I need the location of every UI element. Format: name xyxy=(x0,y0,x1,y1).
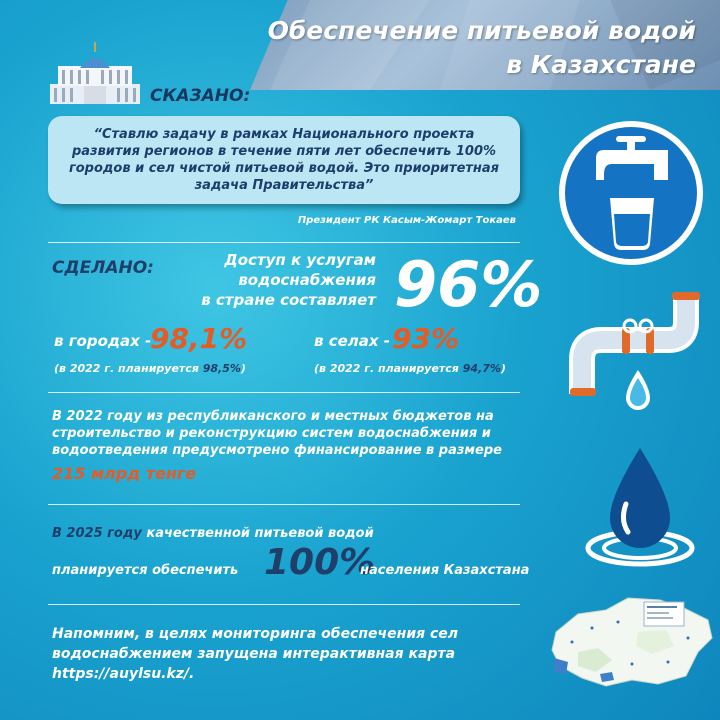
plan-year: В 2025 году xyxy=(52,526,142,541)
access-line1: Доступ к услугам xyxy=(224,251,376,269)
cities-note-value: 98,5% xyxy=(202,362,241,375)
plan-part1: качественной питьевой водой xyxy=(146,526,374,541)
cities-note-suffix: ) xyxy=(240,362,246,375)
faucet-glass-icon xyxy=(556,118,706,268)
access-line2: водоснабжения xyxy=(238,271,376,289)
access-value: 96% xyxy=(394,248,543,321)
done-label: СДЕЛАНО: xyxy=(52,258,154,278)
villages-note-suffix: ) xyxy=(500,362,506,375)
water-drop-icon xyxy=(580,444,700,574)
reminder-text xyxy=(52,624,532,684)
quote-text: “Ставлю задачу в рамках Национального проекта развития регионов в течение пяти лет обеспечить 100% городов и сел чистой питьевой водой. Это приоритетная задача Правительства” xyxy=(68,127,500,193)
reminder-line1: Напомним, в целях мониторинга обеспечения сел xyxy=(52,626,459,642)
pipe-drop-icon xyxy=(568,288,708,428)
reminder-link[interactable]: https://auylsu.kz/. xyxy=(52,666,195,682)
villages-note-prefix: (в 2022 г. планируется xyxy=(314,362,463,375)
cities-value: 98,1% xyxy=(150,322,248,355)
reminder-line2: водоснабжением запущена интерактивная карта xyxy=(52,646,456,662)
plan-value: 100% xyxy=(264,542,376,583)
access-line3: в стране составляет xyxy=(201,291,376,309)
cities-note xyxy=(54,362,246,375)
divider-1 xyxy=(48,242,520,243)
cities-label: в городах - xyxy=(54,332,152,350)
access-text xyxy=(170,250,376,310)
page-title-line2: в Казахстане xyxy=(506,50,696,79)
plan-part3: населения Казахстана xyxy=(360,563,530,578)
villages-label: в селах - xyxy=(314,332,391,350)
villages-note xyxy=(314,362,506,375)
page-title-line1: Обеспечение питьевой водой xyxy=(267,16,696,45)
kazakhstan-map-icon xyxy=(548,592,716,692)
budget-value: 215 млрд тенге xyxy=(52,464,197,483)
villages-note-value: 94,7% xyxy=(462,362,501,375)
plan-line1 xyxy=(52,526,374,541)
divider-4 xyxy=(48,604,520,605)
page-title xyxy=(268,14,696,82)
divider-3 xyxy=(48,504,520,505)
cities-note-prefix: (в 2022 г. планируется xyxy=(54,362,203,375)
said-label: СКАЗАНО: xyxy=(150,86,251,106)
divider-2 xyxy=(48,392,520,393)
plan-part2: планируется обеспечить xyxy=(52,563,239,578)
budget-text: В 2022 году из республиканского и местных бюджетов на строительство и реконструкцию систем водоснабжения и водоотведения предусмотрено финансирование в размере xyxy=(52,409,502,458)
quote-box xyxy=(48,116,520,204)
parliament-icon xyxy=(50,40,140,104)
quote-author: Президент РК Касым-Жомарт Токаев xyxy=(297,215,516,226)
villages-value: 93% xyxy=(392,322,460,355)
